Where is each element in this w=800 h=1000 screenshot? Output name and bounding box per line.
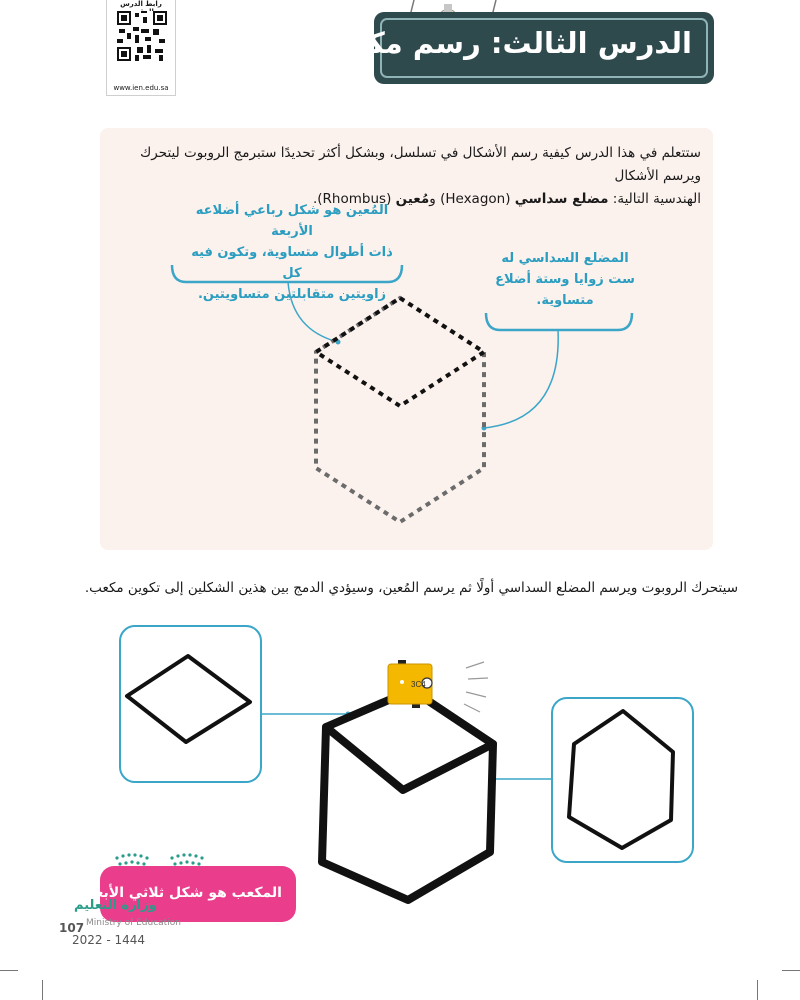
ministry-name-arabic: وزارة التعليم	[74, 898, 157, 913]
robot-label: 3C4	[411, 680, 426, 689]
cube-definition-text: المكعب هو شكل ثلاثي الأبعاد.	[77, 885, 282, 901]
crop-mark	[782, 970, 800, 971]
page-number: 107	[59, 921, 85, 935]
lesson-title: الدرس الثالث: رسم مكعب	[320, 26, 692, 60]
rhombus-leader-line	[288, 282, 338, 342]
crop-mark	[0, 970, 18, 971]
hexagon-outline	[569, 711, 673, 848]
dotted-hexagon	[316, 298, 484, 522]
rhombus-term: مُعين	[395, 191, 430, 207]
hexagon-callout-line-1: المضلع السداسي له	[501, 251, 629, 266]
hexagon-callout-line-3: متساوية.	[536, 293, 594, 308]
rhombus-outline	[127, 656, 250, 742]
rhombus-english: (Rhombus).	[312, 191, 396, 207]
robot-icon	[388, 660, 432, 708]
hexagon-leader-line	[484, 330, 558, 428]
rhombus-callout-line-1: المُعين هو شكل رباعي أضلاعه الأربعة	[195, 203, 389, 239]
qr-url[interactable]: www.ien.edu.sa	[113, 84, 169, 92]
rhombus-callout-line-2: ذات أطوال متساوية، وتكون فيه كل	[191, 245, 393, 281]
qr-caption: رابط الدرس	[120, 0, 162, 8]
dotted-rhombus	[316, 298, 484, 406]
hexagon-callout-bracket	[486, 313, 632, 330]
cube-explanation: سيتحرك الروبوت ويرسم المضلع السداسي أولًا ثم يرسم المُعين، وسيؤدي الدمج بين هذين الشكلين إلى تكوين مكعب.	[84, 580, 738, 596]
motion-lines-icon	[464, 662, 488, 712]
edition-year: 2022 - 1444	[72, 933, 146, 947]
crop-mark	[757, 980, 758, 1000]
intro-line-1: ستتعلم في هذا الدرس كيفية رسم الأشكال في تسلسل، وبشكل أكثر تحديدًا ستبرمج الروبوت ليتحرك ويرسم الأشكال	[140, 145, 701, 184]
ministry-name-english: Ministry of Education	[86, 918, 181, 928]
hexagon-term: مضلع سداسي	[514, 191, 609, 207]
intro-line-2-prefix: الهندسية التالية:	[608, 191, 701, 207]
hexagon-english: (Hexagon) و	[429, 191, 515, 207]
rhombus-callout-bracket	[172, 265, 402, 282]
crop-mark	[42, 980, 43, 1000]
rhombus-callout-line-3: زاويتين متقابلتين متساويتين.	[197, 287, 387, 302]
hexagon-callout-line-2: ست زوايا وستة أضلاع	[495, 272, 635, 287]
cube-drawing	[322, 690, 493, 900]
cube-definition-box	[77, 866, 296, 922]
ministry-logo-icon	[115, 853, 203, 865]
